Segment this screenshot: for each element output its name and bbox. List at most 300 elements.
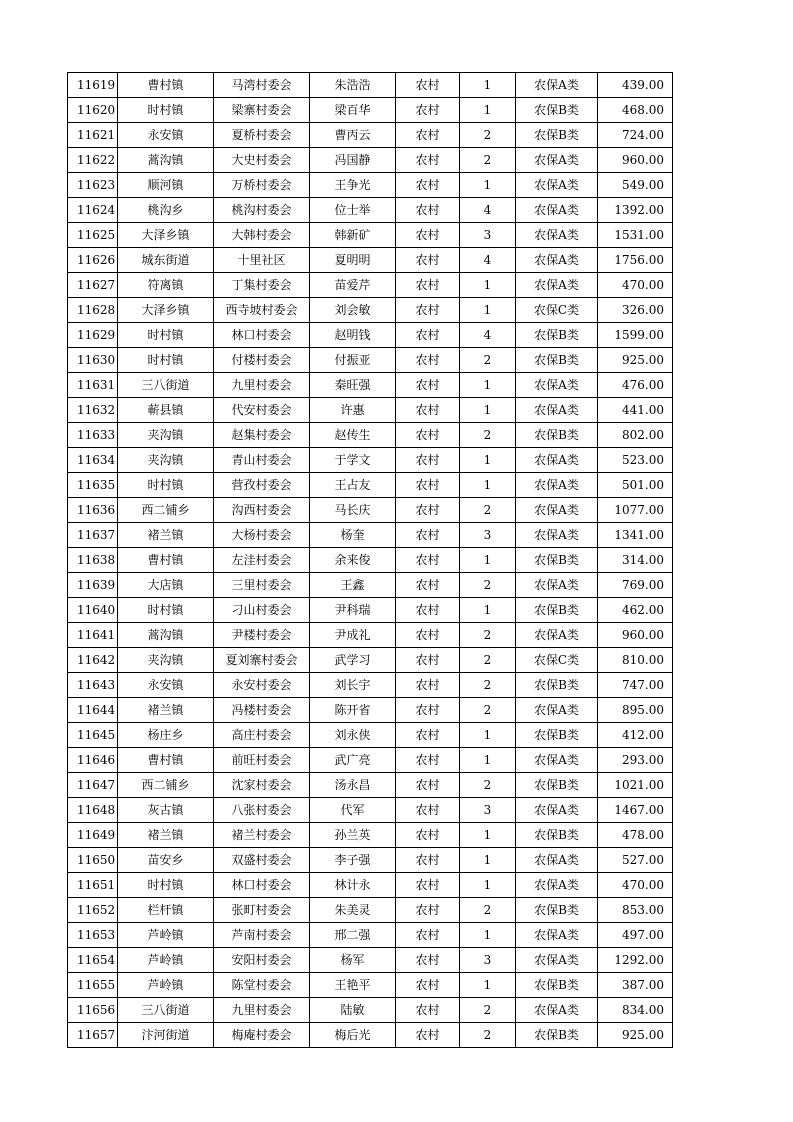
cell-household-count: 4 (460, 248, 516, 273)
cell-township: 城东街道 (118, 248, 214, 273)
cell-township: 时村镇 (118, 473, 214, 498)
cell-record-id: 11652 (68, 898, 118, 923)
table-row (68, 423, 673, 448)
cell-township: 芦岭镇 (118, 973, 214, 998)
cell-area-type: 农村 (396, 823, 460, 848)
cell-area-type: 农村 (396, 798, 460, 823)
cell-village-committee: 付楼村委会 (214, 348, 310, 373)
cell-household-count: 1 (460, 173, 516, 198)
cell-village-committee: 营孜村委会 (214, 473, 310, 498)
cell-area-type: 农村 (396, 1023, 460, 1048)
cell-household-count: 2 (460, 998, 516, 1023)
cell-village-committee: 万桥村委会 (214, 173, 310, 198)
cell-household-count: 1 (460, 448, 516, 473)
cell-village-committee: 大杨村委会 (214, 523, 310, 548)
cell-insurance-category: 农保A类 (516, 498, 598, 523)
cell-insurance-category: 农保B类 (516, 123, 598, 148)
cell-insurance-category: 农保A类 (516, 573, 598, 598)
cell-household-count: 1 (460, 923, 516, 948)
table-row (68, 948, 673, 973)
cell-amount: 925.00 (598, 1023, 673, 1048)
cell-area-type: 农村 (396, 923, 460, 948)
cell-area-type: 农村 (396, 348, 460, 373)
cell-person-name: 许惠 (310, 398, 396, 423)
cell-village-committee: 大史村委会 (214, 148, 310, 173)
cell-township: 芦岭镇 (118, 923, 214, 948)
cell-insurance-category: 农保B类 (516, 548, 598, 573)
cell-village-committee: 双盛村委会 (214, 848, 310, 873)
cell-household-count: 1 (460, 748, 516, 773)
cell-village-committee: 左洼村委会 (214, 548, 310, 573)
cell-person-name: 朱浩浩 (310, 73, 396, 98)
cell-village-committee: 西寺坡村委会 (214, 298, 310, 323)
cell-amount: 441.00 (598, 398, 673, 423)
cell-amount: 470.00 (598, 873, 673, 898)
cell-village-committee: 林口村委会 (214, 323, 310, 348)
cell-area-type: 农村 (396, 623, 460, 648)
cell-person-name: 赵传生 (310, 423, 396, 448)
cell-amount: 326.00 (598, 298, 673, 323)
cell-record-id: 11648 (68, 798, 118, 823)
cell-amount: 747.00 (598, 673, 673, 698)
cell-amount: 802.00 (598, 423, 673, 448)
cell-township: 褚兰镇 (118, 823, 214, 848)
cell-record-id: 11643 (68, 673, 118, 698)
cell-record-id: 11650 (68, 848, 118, 873)
cell-household-count: 1 (460, 473, 516, 498)
cell-record-id: 11653 (68, 923, 118, 948)
cell-village-committee: 代安村委会 (214, 398, 310, 423)
cell-insurance-category: 农保B类 (516, 1023, 598, 1048)
cell-area-type: 农村 (396, 573, 460, 598)
cell-insurance-category: 农保B类 (516, 423, 598, 448)
cell-area-type: 农村 (396, 723, 460, 748)
cell-amount: 462.00 (598, 598, 673, 623)
cell-household-count: 1 (460, 723, 516, 748)
cell-person-name: 汤永昌 (310, 773, 396, 798)
cell-person-name: 秦旺强 (310, 373, 396, 398)
cell-person-name: 梅后光 (310, 1023, 396, 1048)
cell-household-count: 1 (460, 873, 516, 898)
cell-township: 杨庄乡 (118, 723, 214, 748)
table-row (68, 648, 673, 673)
cell-village-committee: 褚兰村委会 (214, 823, 310, 848)
cell-household-count: 1 (460, 848, 516, 873)
cell-amount: 497.00 (598, 923, 673, 948)
cell-household-count: 2 (460, 423, 516, 448)
cell-township: 曹村镇 (118, 748, 214, 773)
cell-area-type: 农村 (396, 148, 460, 173)
cell-insurance-category: 农保B类 (516, 673, 598, 698)
cell-area-type: 农村 (396, 548, 460, 573)
cell-area-type: 农村 (396, 748, 460, 773)
cell-record-id: 11630 (68, 348, 118, 373)
cell-village-committee: 林口村委会 (214, 873, 310, 898)
cell-township: 永安镇 (118, 123, 214, 148)
cell-insurance-category: 农保A类 (516, 998, 598, 1023)
table-row (68, 448, 673, 473)
table-row (68, 573, 673, 598)
cell-village-committee: 丁集村委会 (214, 273, 310, 298)
cell-insurance-category: 农保A类 (516, 273, 598, 298)
cell-person-name: 林计永 (310, 873, 396, 898)
cell-record-id: 11629 (68, 323, 118, 348)
cell-person-name: 赵明钱 (310, 323, 396, 348)
cell-household-count: 2 (460, 648, 516, 673)
cell-insurance-category: 农保C类 (516, 648, 598, 673)
cell-insurance-category: 农保A类 (516, 798, 598, 823)
table-row (68, 223, 673, 248)
cell-insurance-category: 农保B类 (516, 98, 598, 123)
cell-record-id: 11628 (68, 298, 118, 323)
cell-township: 蒿沟镇 (118, 623, 214, 648)
cell-insurance-category: 农保B类 (516, 823, 598, 848)
cell-person-name: 王争光 (310, 173, 396, 198)
cell-amount: 478.00 (598, 823, 673, 848)
table-row (68, 323, 673, 348)
cell-amount: 1531.00 (598, 223, 673, 248)
cell-area-type: 农村 (396, 248, 460, 273)
table-row (68, 798, 673, 823)
cell-person-name: 杨军 (310, 948, 396, 973)
table-row (68, 973, 673, 998)
cell-record-id: 11619 (68, 73, 118, 98)
cell-record-id: 11636 (68, 498, 118, 523)
cell-township: 大泽乡镇 (118, 223, 214, 248)
cell-person-name: 代军 (310, 798, 396, 823)
table-row (68, 173, 673, 198)
cell-person-name: 朱美灵 (310, 898, 396, 923)
cell-township: 三八街道 (118, 998, 214, 1023)
cell-person-name: 杨奎 (310, 523, 396, 548)
cell-insurance-category: 农保A类 (516, 398, 598, 423)
cell-area-type: 农村 (396, 998, 460, 1023)
table-row (68, 473, 673, 498)
cell-area-type: 农村 (396, 473, 460, 498)
cell-area-type: 农村 (396, 598, 460, 623)
cell-household-count: 1 (460, 823, 516, 848)
cell-person-name: 苗爱芹 (310, 273, 396, 298)
cell-insurance-category: 农保B类 (516, 723, 598, 748)
cell-household-count: 1 (460, 398, 516, 423)
cell-insurance-category: 农保A类 (516, 248, 598, 273)
cell-village-committee: 梅庵村委会 (214, 1023, 310, 1048)
cell-township: 褚兰镇 (118, 523, 214, 548)
table-row (68, 373, 673, 398)
cell-village-committee: 夏刘寨村委会 (214, 648, 310, 673)
table-row (68, 548, 673, 573)
cell-village-committee: 赵集村委会 (214, 423, 310, 448)
cell-insurance-category: 农保A类 (516, 198, 598, 223)
cell-village-committee: 高庄村委会 (214, 723, 310, 748)
cell-insurance-category: 农保A类 (516, 473, 598, 498)
cell-record-id: 11638 (68, 548, 118, 573)
cell-person-name: 邢二强 (310, 923, 396, 948)
table-row (68, 773, 673, 798)
cell-village-committee: 芦南村委会 (214, 923, 310, 948)
cell-person-name: 王艳平 (310, 973, 396, 998)
cell-amount: 468.00 (598, 98, 673, 123)
cell-township: 夹沟镇 (118, 423, 214, 448)
cell-record-id: 11634 (68, 448, 118, 473)
cell-village-committee: 陈堂村委会 (214, 973, 310, 998)
cell-insurance-category: 农保A类 (516, 373, 598, 398)
cell-record-id: 11649 (68, 823, 118, 848)
cell-household-count: 2 (460, 348, 516, 373)
cell-township: 永安镇 (118, 673, 214, 698)
cell-area-type: 农村 (396, 873, 460, 898)
cell-record-id: 11620 (68, 98, 118, 123)
table-row (68, 123, 673, 148)
cell-record-id: 11623 (68, 173, 118, 198)
cell-township: 顺河镇 (118, 173, 214, 198)
cell-household-count: 3 (460, 798, 516, 823)
cell-area-type: 农村 (396, 898, 460, 923)
cell-person-name: 尹科瑞 (310, 598, 396, 623)
cell-insurance-category: 农保B类 (516, 323, 598, 348)
cell-village-committee: 沈家村委会 (214, 773, 310, 798)
cell-record-id: 11624 (68, 198, 118, 223)
cell-township: 灰古镇 (118, 798, 214, 823)
cell-area-type: 农村 (396, 448, 460, 473)
cell-record-id: 11627 (68, 273, 118, 298)
cell-area-type: 农村 (396, 373, 460, 398)
cell-record-id: 11625 (68, 223, 118, 248)
cell-area-type: 农村 (396, 198, 460, 223)
cell-amount: 1292.00 (598, 948, 673, 973)
table-row (68, 723, 673, 748)
cell-township: 曹村镇 (118, 73, 214, 98)
cell-amount: 960.00 (598, 148, 673, 173)
table-row (68, 98, 673, 123)
cell-area-type: 农村 (396, 73, 460, 98)
cell-amount: 501.00 (598, 473, 673, 498)
cell-village-committee: 马湾村委会 (214, 73, 310, 98)
table-row (68, 698, 673, 723)
cell-amount: 769.00 (598, 573, 673, 598)
cell-household-count: 2 (460, 898, 516, 923)
cell-amount: 895.00 (598, 698, 673, 723)
table-row (68, 1023, 673, 1048)
cell-village-committee: 前旺村委会 (214, 748, 310, 773)
table-row (68, 73, 673, 98)
cell-person-name: 位士举 (310, 198, 396, 223)
cell-amount: 314.00 (598, 548, 673, 573)
cell-record-id: 11639 (68, 573, 118, 598)
cell-township: 时村镇 (118, 323, 214, 348)
cell-household-count: 3 (460, 948, 516, 973)
cell-amount: 527.00 (598, 848, 673, 873)
cell-township: 西二铺乡 (118, 773, 214, 798)
cell-amount: 293.00 (598, 748, 673, 773)
cell-household-count: 1 (460, 973, 516, 998)
cell-household-count: 4 (460, 198, 516, 223)
cell-area-type: 农村 (396, 173, 460, 198)
cell-insurance-category: 农保A类 (516, 623, 598, 648)
cell-record-id: 11631 (68, 373, 118, 398)
cell-amount: 476.00 (598, 373, 673, 398)
table-row (68, 623, 673, 648)
cell-insurance-category: 农保A类 (516, 173, 598, 198)
cell-area-type: 农村 (396, 773, 460, 798)
cell-village-committee: 尹楼村委会 (214, 623, 310, 648)
cell-insurance-category: 农保A类 (516, 948, 598, 973)
cell-household-count: 2 (460, 498, 516, 523)
cell-area-type: 农村 (396, 223, 460, 248)
cell-household-count: 2 (460, 148, 516, 173)
cell-area-type: 农村 (396, 698, 460, 723)
cell-area-type: 农村 (396, 398, 460, 423)
cell-insurance-category: 农保A类 (516, 748, 598, 773)
cell-amount: 1341.00 (598, 523, 673, 548)
cell-amount: 387.00 (598, 973, 673, 998)
cell-township: 时村镇 (118, 598, 214, 623)
cell-record-id: 11635 (68, 473, 118, 498)
cell-person-name: 梁百华 (310, 98, 396, 123)
table-row (68, 848, 673, 873)
cell-household-count: 2 (460, 698, 516, 723)
cell-person-name: 夏明明 (310, 248, 396, 273)
cell-record-id: 11622 (68, 148, 118, 173)
cell-village-committee: 三里村委会 (214, 573, 310, 598)
cell-record-id: 11655 (68, 973, 118, 998)
cell-township: 三八街道 (118, 373, 214, 398)
cell-township: 大泽乡镇 (118, 298, 214, 323)
cell-insurance-category: 农保C类 (516, 298, 598, 323)
cell-township: 时村镇 (118, 873, 214, 898)
table-row (68, 273, 673, 298)
cell-person-name: 马长庆 (310, 498, 396, 523)
table-row (68, 498, 673, 523)
cell-village-committee: 梁寨村委会 (214, 98, 310, 123)
cell-township: 符离镇 (118, 273, 214, 298)
cell-person-name: 韩新矿 (310, 223, 396, 248)
cell-amount: 439.00 (598, 73, 673, 98)
records-table-body (68, 73, 673, 1048)
cell-household-count: 1 (460, 98, 516, 123)
cell-amount: 1392.00 (598, 198, 673, 223)
cell-household-count: 1 (460, 73, 516, 98)
cell-area-type: 农村 (396, 423, 460, 448)
table-row (68, 598, 673, 623)
cell-amount: 1756.00 (598, 248, 673, 273)
table-row (68, 748, 673, 773)
cell-amount: 724.00 (598, 123, 673, 148)
cell-insurance-category: 农保A类 (516, 923, 598, 948)
table-row (68, 198, 673, 223)
cell-insurance-category: 农保B类 (516, 598, 598, 623)
cell-village-committee: 夏桥村委会 (214, 123, 310, 148)
cell-township: 时村镇 (118, 348, 214, 373)
cell-township: 桃沟乡 (118, 198, 214, 223)
cell-insurance-category: 农保B类 (516, 773, 598, 798)
cell-township: 时村镇 (118, 98, 214, 123)
cell-household-count: 1 (460, 548, 516, 573)
cell-person-name: 付振亚 (310, 348, 396, 373)
cell-insurance-category: 农保A类 (516, 148, 598, 173)
cell-amount: 1021.00 (598, 773, 673, 798)
cell-area-type: 农村 (396, 948, 460, 973)
cell-area-type: 农村 (396, 973, 460, 998)
cell-amount: 1077.00 (598, 498, 673, 523)
cell-village-committee: 九里村委会 (214, 998, 310, 1023)
cell-amount: 925.00 (598, 348, 673, 373)
cell-area-type: 农村 (396, 98, 460, 123)
cell-insurance-category: 农保A类 (516, 698, 598, 723)
cell-household-count: 3 (460, 223, 516, 248)
cell-amount: 1599.00 (598, 323, 673, 348)
cell-record-id: 11646 (68, 748, 118, 773)
cell-area-type: 农村 (396, 298, 460, 323)
cell-insurance-category: 农保B类 (516, 898, 598, 923)
cell-household-count: 4 (460, 323, 516, 348)
cell-amount: 834.00 (598, 998, 673, 1023)
cell-amount: 523.00 (598, 448, 673, 473)
cell-township: 西二铺乡 (118, 498, 214, 523)
cell-township: 大店镇 (118, 573, 214, 598)
cell-village-committee: 冯楼村委会 (214, 698, 310, 723)
cell-village-committee: 安阳村委会 (214, 948, 310, 973)
cell-household-count: 1 (460, 598, 516, 623)
cell-village-committee: 大韩村委会 (214, 223, 310, 248)
table-row (68, 348, 673, 373)
cell-household-count: 2 (460, 673, 516, 698)
cell-person-name: 刘长宇 (310, 673, 396, 698)
cell-amount: 853.00 (598, 898, 673, 923)
cell-person-name: 王占友 (310, 473, 396, 498)
cell-household-count: 2 (460, 123, 516, 148)
cell-person-name: 武广亮 (310, 748, 396, 773)
cell-village-committee: 九里村委会 (214, 373, 310, 398)
cell-township: 芦岭镇 (118, 948, 214, 973)
cell-insurance-category: 农保B类 (516, 973, 598, 998)
cell-amount: 1467.00 (598, 798, 673, 823)
cell-person-name: 李子强 (310, 848, 396, 873)
cell-record-id: 11657 (68, 1023, 118, 1048)
cell-village-committee: 桃沟村委会 (214, 198, 310, 223)
cell-household-count: 1 (460, 373, 516, 398)
cell-person-name: 尹成礼 (310, 623, 396, 648)
cell-person-name: 孙兰英 (310, 823, 396, 848)
cell-village-committee: 青山村委会 (214, 448, 310, 473)
cell-person-name: 刘会敏 (310, 298, 396, 323)
cell-record-id: 11654 (68, 948, 118, 973)
cell-township: 汴河街道 (118, 1023, 214, 1048)
table-row (68, 823, 673, 848)
cell-village-committee: 刁山村委会 (214, 598, 310, 623)
table-row (68, 898, 673, 923)
table-row (68, 298, 673, 323)
cell-household-count: 2 (460, 1023, 516, 1048)
cell-area-type: 农村 (396, 848, 460, 873)
cell-record-id: 11621 (68, 123, 118, 148)
cell-household-count: 1 (460, 273, 516, 298)
cell-area-type: 农村 (396, 673, 460, 698)
cell-record-id: 11633 (68, 423, 118, 448)
cell-insurance-category: 农保A类 (516, 448, 598, 473)
cell-insurance-category: 农保A类 (516, 223, 598, 248)
cell-township: 栏杆镇 (118, 898, 214, 923)
table-row (68, 923, 673, 948)
cell-township: 褚兰镇 (118, 698, 214, 723)
records-table (67, 72, 673, 1048)
cell-amount: 960.00 (598, 623, 673, 648)
cell-person-name: 陆敏 (310, 998, 396, 1023)
cell-person-name: 王鑫 (310, 573, 396, 598)
cell-person-name: 武学习 (310, 648, 396, 673)
cell-person-name: 陈开省 (310, 698, 396, 723)
cell-household-count: 2 (460, 623, 516, 648)
